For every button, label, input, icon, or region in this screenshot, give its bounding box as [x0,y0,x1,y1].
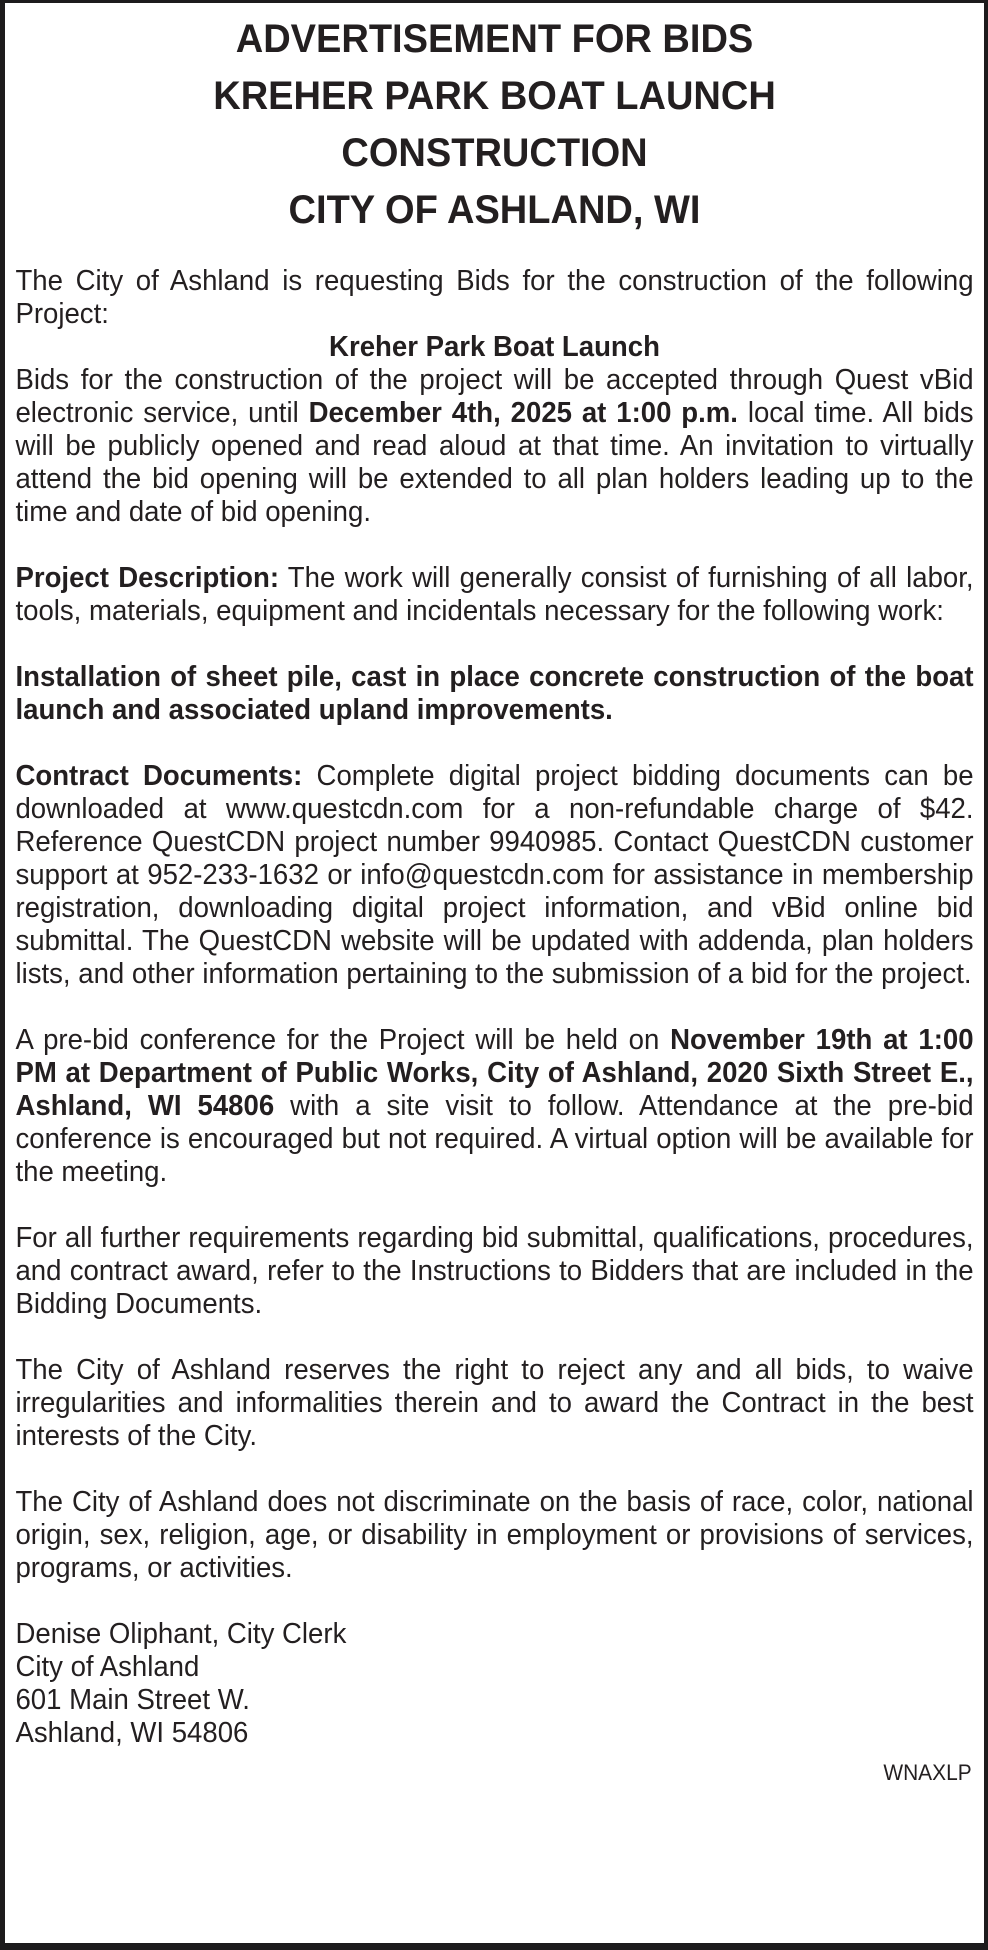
contract-documents-text: Complete digital project bidding documents can be downloaded at www.questcdn.com for a non-refundable charge of $42. Reference QuestCDN project number 9940985. Contact QuestCDN customer support at 952-233-1632 or info@questcdn.com for assistance in membership registration, downloading digital project information, and vBid online bid submittal. The QuestCDN website will be updated with addenda, plan holders lists, and other information pertaining to the submission of a bid for the project. [15,760,974,990]
prebid-conference-paragraph [15,1024,973,1189]
contract-documents-label: Contract Documents: [15,760,303,792]
non-discrimination-paragraph: The City of Ashland does not discriminate on the basis of race, color, national origin, sex, religion, age, or disability in employment or provisions of services, programs, or activities. [15,1486,974,1584]
bid-deadline-post: local time. All bids will be publicly opened and read aloud at that time. An invitation to virtually attend the bid opening will be extended to all plan holders leading up to the time and date of bid opening. [15,397,974,528]
project-description-label: Project Description: [15,562,280,594]
prebid-post: with a site visit to follow. Attendance at the pre-bid conference is encouraged but not required. A virtual option will be available for the meeting. [15,1090,974,1188]
signature-clerk-name: Denise Oliphant, City Clerk [15,1618,347,1650]
bid-deadline-paragraph [15,364,973,529]
heading-line-3: CONSTRUCTION [341,131,648,175]
heading-line-2: KREHER PARK BOAT LAUNCH [213,74,776,118]
signature-block [15,1618,973,1750]
project-name-line: Kreher Park Boat Launch [329,331,660,363]
heading-line-4: CITY OF ASHLAND, WI [288,188,701,232]
further-requirements-paragraph: For all further requirements regarding bid submittal, qualifications, procedures, and contract award, refer to the Instructions to Bidders that are included in the Bidding Documents. [15,1222,974,1320]
notice-column [5,3,984,1786]
notice-heading [15,11,973,239]
bid-deadline-date: December 4th, 2025 at 1:00 p.m. [308,397,738,429]
heading-line-1: ADVERTISEMENT FOR BIDS [235,17,754,61]
project-description-paragraph [15,562,973,628]
intro-paragraph: The City of Ashland is requesting Bids for the construction of the following Project: [15,265,974,330]
prebid-pre: A pre-bid conference for the Project will be held on [15,1024,671,1056]
rights-reserved-paragraph: The City of Ashland reserves the right to reject any and all bids, to waive irregularities and informalities therein and to award the Contract in the best interests of the City. [15,1354,974,1452]
bid-deadline-pre: Bids for the construction of the project will be accepted through Quest vBid electronic service, until [15,364,974,429]
work-summary-paragraph: Installation of sheet pile, cast in place concrete construction of the boat launch and associated upland improvements. [15,661,974,726]
project-description-text: The work will generally consist of furnishing of all labor, tools, materials, equipment and incidentals necessary for the following work: [15,562,974,627]
prebid-datetime-location: November 19th at 1:00 PM at Department of Public Works, City of Ashland, 2020 Sixth Street E., Ashland, WI 54806 [15,1024,974,1122]
signature-street: 601 Main Street W. [15,1684,250,1716]
legal-publication-code: WNAXLP [883,1760,972,1785]
signature-city-state-zip: Ashland, WI 54806 [15,1717,249,1749]
contract-documents-paragraph [15,760,973,991]
signature-city: City of Ashland [15,1651,200,1683]
notice-body [15,265,973,1786]
